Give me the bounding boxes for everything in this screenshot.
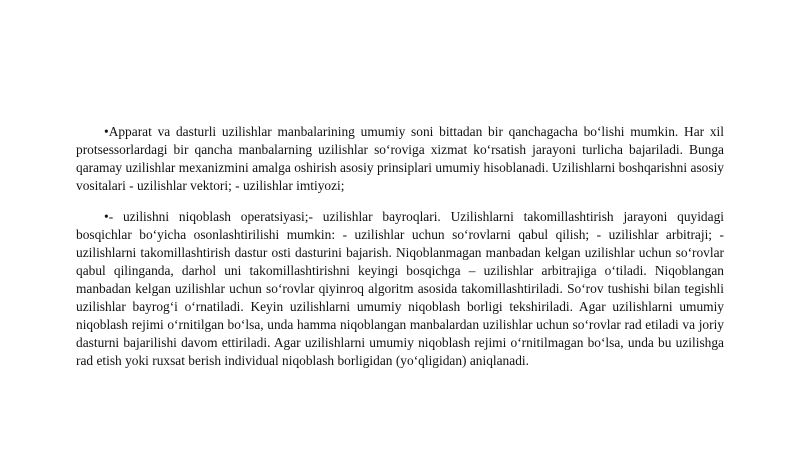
paragraph-1: •Apparat va dasturli uzilishlar manbalarining umumiy soni bittadan bir qanchagacha bo‘lishi mumkin. Har xil protsessorlardagi bir qancha manbalarning uzilishlar so‘roviga xizmat ko‘rsatish jarayoni turlicha bajariladi. Bunga qaramay uzilishlar mexanizmini amalga oshirish asosiy prinsiplari umumiy hisoblanadi. Uzilishlarni boshqarishni asosiy vositalari - uzilishlar vektori; - uzilishlar imtiyozi; <box>76 124 724 193</box>
paragraph-2: •- uzilishni niqoblash operatsiyasi;- uzilishlar bayroqlari. Uzilishlarni takomillashtirish jarayoni quyidagi bosqichlar bo‘yicha osonlashtirilishi mumkin: - uzilishlar uchun so‘rovlarni qabul qilish; - uzilishlar arbitraji; - uzilishlarni takomillashtirish dastur osti dasturini bajarish. Niqoblanmagan manbadan kelgan uzilishlar uchun so‘rovlar qabul qilinganda, darhol uni takomillashtirishni keyingi bosqichga – uzilishlar arbitrajiga o‘tiladi. Niqoblangan manbadan kelgan uzilishlar uchun so‘rovlar qiyinroq algoritm asosida takomillashtiriladi. So‘rov tushishi bilan tegishli uzilishlar bayrog‘i o‘rnatiladi. Keyin uzilishlarni umumiy niqoblash borligi tekshiriladi. Agar uzilishlarni umumiy niqoblash rejimi o‘rnitilgan bo‘lsa, unda hamma niqoblangan manbalardan uzilishlar uchun so‘rovlar rad etiladi va joriy dasturni bajarilishi davom ettiriladi. Agar uzilishlarni umumiy niqoblash rejimi o‘rnitilmagan bo‘lsa, unda bu uzilishga rad etish yoki ruxsat berish individual niqoblash borligidan (yo‘qligidan) aniqlanadi. <box>76 209 724 368</box>
text-body <box>76 123 724 370</box>
